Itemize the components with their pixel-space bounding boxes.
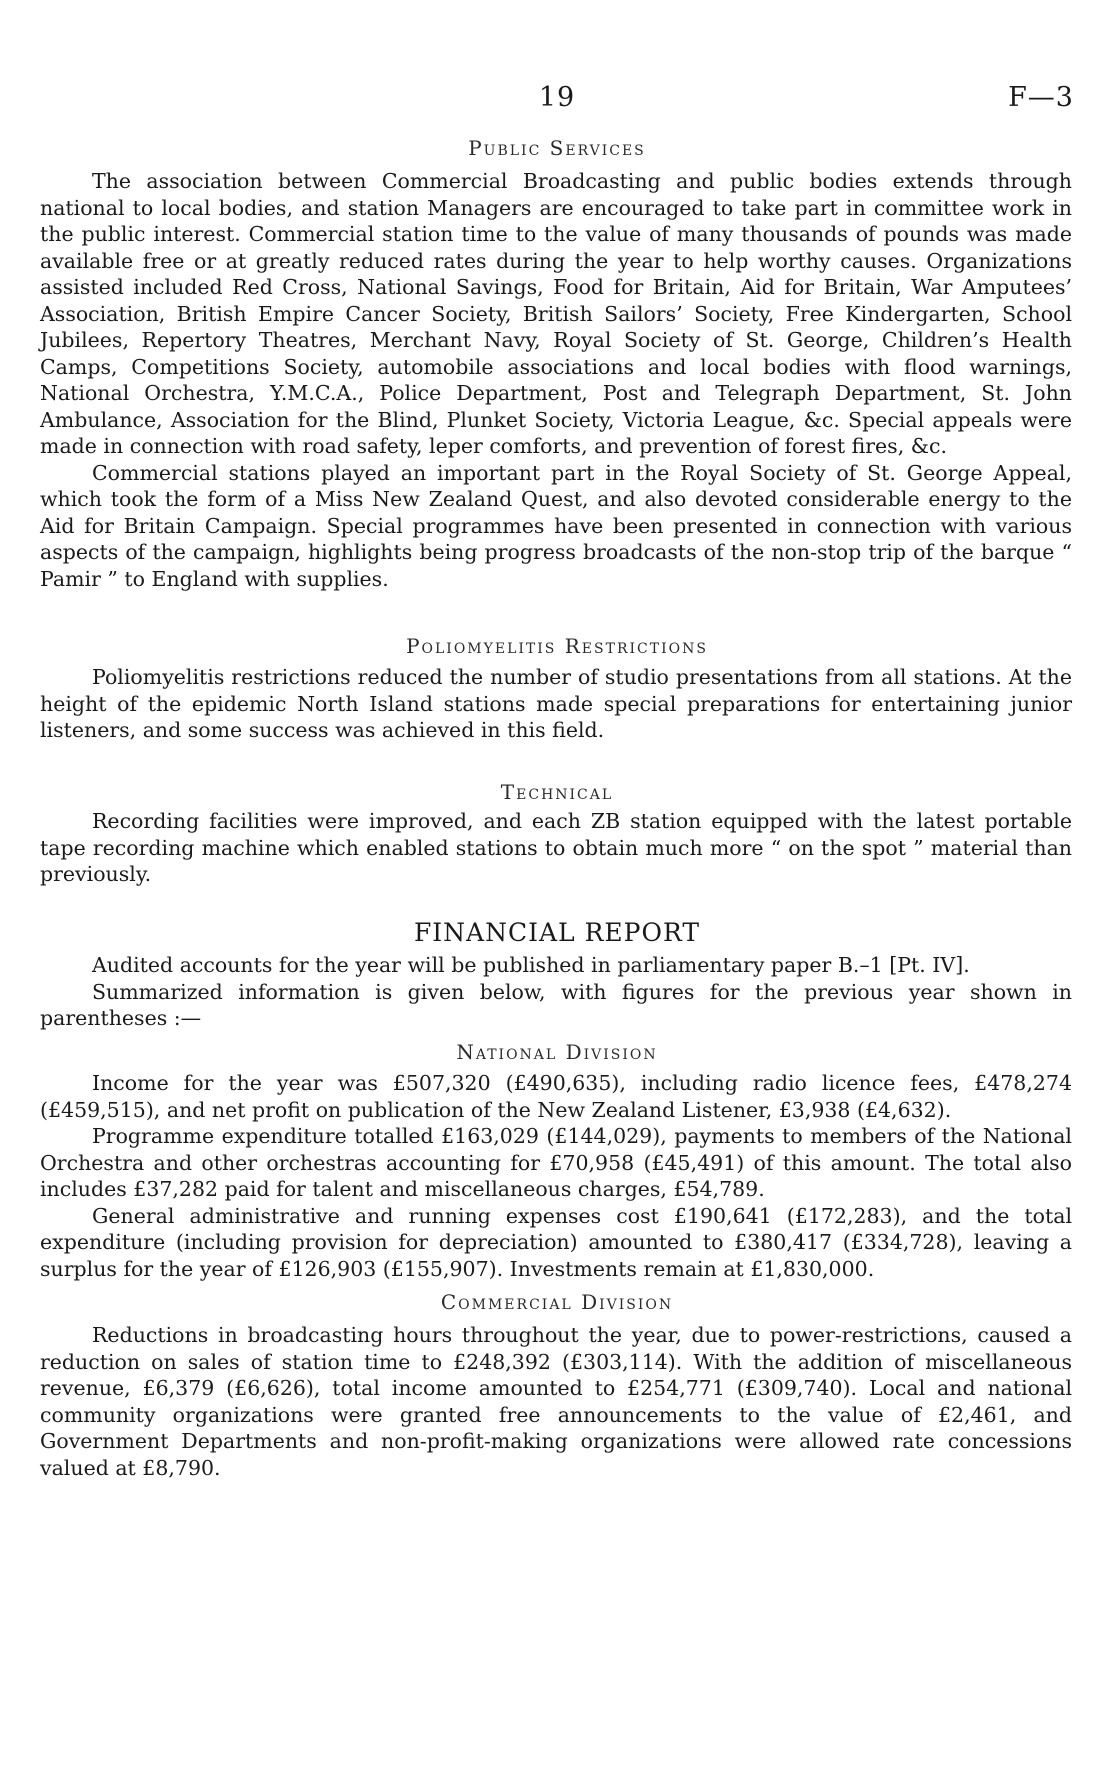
paragraph: Audited accounts for the year will be published in parliamentary paper B.–1 [Pt. IV]. <box>92 953 970 977</box>
paragraph: Income for the year was £507,320 (£490,635), including radio licence fees, £478,274 (£459,515), and net profit on publication of the New Zealand Listener, £3,938 (£4,632). <box>40 1071 1072 1122</box>
heading-national-division: National Division <box>456 1040 658 1064</box>
section-commercial-division <box>40 1322 1072 1481</box>
paragraph: Poliomyelitis restrictions reduced the number of studio presentations from all stations. At the height of the epidemic North Island stations made special preparations for entertaining junior listeners, and some success was achieved in this field. <box>40 665 1072 742</box>
section-public-services <box>40 168 1072 592</box>
paragraph: The association between Commercial Broadcasting and public bodies extends through national to local bodies, and station Managers are encouraged to take part in committee work in the public interest. Commercial station time to the value of many thousands of pounds was made available free or at greatly reduced rates during the year to help worthy causes. Organizations assisted included Red Cross, National Savings, Food for Britain, Aid for Britain, War Amputees’ Association, British Empire Cancer Society, British Sailors’ Society, Free Kindergarten, School Jubilees, Repertory Theatres, Merchant Navy, Royal Society of St. George, Children’s Health Camps, Competitions Society, automobile associations and local bodies with flood warnings, National Orchestra, Y.M.C.A., Police Department, Post and Telegraph Department, St. John Ambulance, Association for the Blind, Plunket Society, Victoria League, &c. Special appeals were made in connection with road safety, leper comforts, and prevention of forest fires, &c. <box>40 169 1072 458</box>
section-national-division <box>40 1070 1072 1282</box>
page-number: 19 <box>538 82 576 113</box>
paragraph: Summarized information is given below, with figures for the previous year shown in parentheses :— <box>40 979 1072 1030</box>
page-header <box>40 82 1074 122</box>
heading-financial-report: FINANCIAL REPORT <box>413 918 701 947</box>
heading-poliomyelitis-restrictions: Poliomyelitis Restrictions <box>406 634 708 658</box>
paragraph: Programme expenditure totalled £163,029 (£144,029), payments to members of the National Orchestra and other orchestras accounting for £70,958 (£45,491) of this amount. The total also includes £37,282 paid for talent and miscellaneous charges, £54,789. <box>40 1124 1072 1201</box>
section-financial-report <box>40 952 1072 1032</box>
document-reference: F—3 <box>1008 82 1074 113</box>
section-technical <box>40 808 1072 888</box>
heading-technical: Technical <box>500 780 614 804</box>
section-poliomyelitis <box>40 664 1072 744</box>
paragraph: Recording facilities were improved, and each ZB station equipped with the latest portable tape recording machine which enabled stations to obtain much more “ on the spot ” material than previously. <box>40 809 1072 886</box>
paragraph: Commercial stations played an important part in the Royal Society of St. George Appeal, which took the form of a Miss New Zealand Quest, and also devoted considerable energy to the Aid for Britain Campaign. Special programmes have been presented in connection with various aspects of the campaign, highlights being progress broadcasts of the non-stop trip of the barque “ Pamir ” to England with supplies. <box>40 460 1072 591</box>
heading-commercial-division: Commercial Division <box>440 1290 674 1314</box>
heading-public-services: Public Services <box>468 136 646 160</box>
paragraph: General administrative and running expenses cost £190,641 (£172,283), and the total expenditure (including provision for depreciation) amounted to £380,417 (£334,728), leaving a surplus for the year of £126,903 (£155,907). Investments remain at £1,830,000. <box>40 1203 1072 1281</box>
paragraph: Reductions in broadcasting hours throughout the year, due to power-restrictions, caused a reduction on sales of station time to £248,392 (£303,114). With the addition of miscellaneous revenue, £6,379 (£6,626), total income amounted to £254,771 (£309,740). Local and national community organizations were granted free announcements to the value of £2,461, and Government Departments and non-profit-making organizations were allowed rate concessions valued at £8,790. <box>40 1323 1072 1480</box>
